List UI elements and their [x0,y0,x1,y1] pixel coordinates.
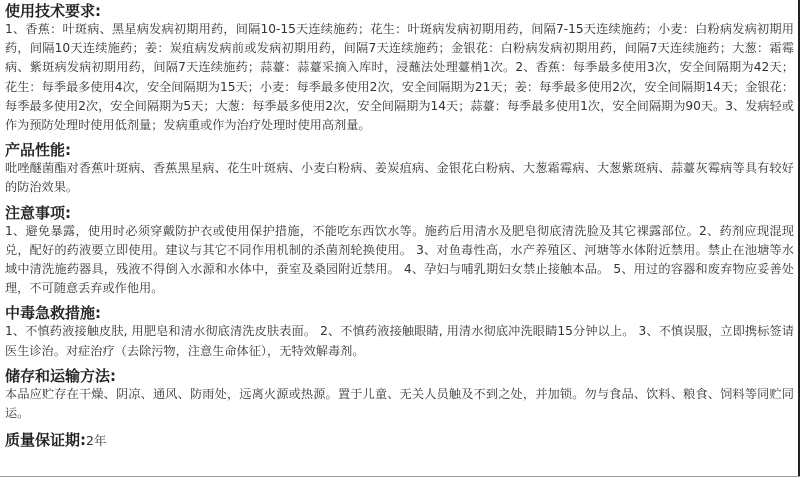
storage-transport-section [5,367,794,423]
storage-transport-heading: 储存和运输方法: [5,366,116,385]
product-performance-text: 吡唑醚菌酯对香蕉叶斑病、香蕉黑星病、花生叶斑病、小麦白粉病、姜炭疽病、金银花白粉病、大葱霜霉病、大葱紫斑病、蒜薹灰霉病等具有较好的防治效果。 [5,161,794,195]
shelf-life-heading: 质量保证期: [5,431,86,450]
product-performance-heading: 产品性能: [5,141,71,160]
first-aid-heading: 中毒急救措施: [5,304,101,323]
first-aid-text: 1、不慎药液接触皮肤, 用肥皂和清水彻底清洗皮肤表面。 2、不慎药液接触眼睛, 用清水彻底冲洗眼睛15分钟以上。 3、不慎误服，立即携标签请医生诊治。对症治疗（去除污物，注意生命体征），无特效解毒剂。 [5,324,794,358]
precautions-section [5,204,794,299]
precautions-text: 1、避免暴露，使用时必须穿戴防护衣或使用保护措施，不能吃东西饮水等。施药后用清水及肥皂彻底清洗脸及其它裸露部位。2、药剂应现混现兑，配好的药液要立即使用。建议与其它不同作用机制的杀菌剂轮换使用。 3、对鱼毒性高，水产养殖区、河塘等水体附近禁用。禁止在池塘等水域中清洗施药器具，残液不得倒入水源和水体中，蚕室及桑园附近禁用。 4、孕妇与哺乳期妇女禁止接触本品。 5、用过的容器和废弃物应妥善处理，不可随意丢弃或作他用。 [5,223,794,296]
shelf-life-section [5,430,794,451]
product-performance-section [5,141,794,197]
usage-requirements-section [5,2,794,135]
precautions-heading: 注意事项: [5,203,71,222]
shelf-life-value: 2年 [86,433,107,449]
usage-requirements-heading: 使用技术要求: [5,2,101,20]
usage-requirements-text: 1、香蕉：叶斑病、黑星病发病初期用药，间隔10-15天连续施药；花生：叶斑病发病初期用药，间隔7-15天连续施药；小麦：白粉病发病初期用药，间隔10天连续施药；姜：炭疽病发病前或发病初期用药，间隔7天连续施药；金银花：白粉病发病初期用药，间隔7天连续施药；大葱：霜霉病、紫斑病发病初期用药，间隔7天连续施药；蒜薹：蒜薹采摘入库时，浸蘸法处理薹梢1次。2、香蕉：每季最多使用3次，安全间隔期为42天；花生：每季最多使用4次，安全间隔期为15天；小麦：每季最多使用2次，安全间隔期为21天；姜：每季最多使用2次，安全间隔期14天；金银花：每季最多使用2次，安全间隔期为5天；大葱：每季最多使用2次，安全间隔期为14天；蒜薹：每季最多使用1次，安全间隔期为90天。3、发病轻或作为预防处理时使用低剂量；发病重或作为治疗处理时使用高剂量。 [5,22,794,133]
storage-transport-text: 本品应贮存在干燥、阴凉、通风、防雨处，远离火源或热源。置于儿童、无关人员触及不到之处，并加锁。勿与食品、饮料、粮食、饲料等同贮同运。 [5,386,794,421]
first-aid-section [5,304,794,360]
